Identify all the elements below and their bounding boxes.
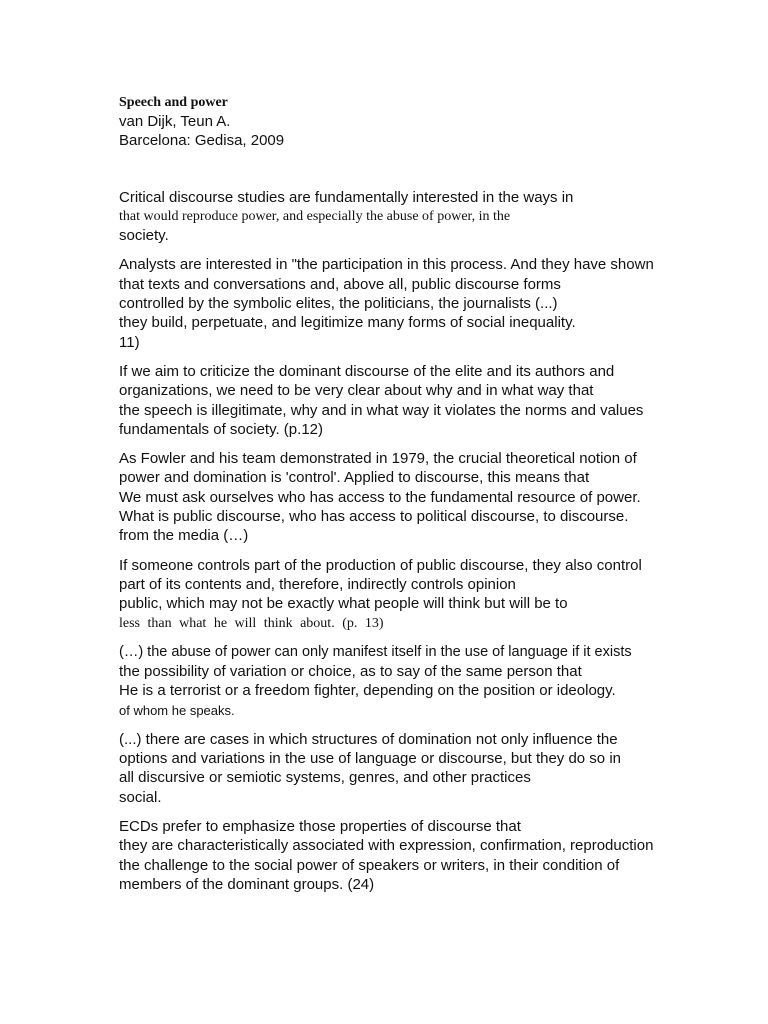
paragraph-line: all discursive or semiotic systems, genres, and other practices <box>119 769 531 787</box>
paragraph-line: (...) there are cases in which structures of domination not only influence the <box>119 730 618 748</box>
paragraph-line: What is public discourse, who has access to political discourse, to discourse. <box>119 508 629 526</box>
paragraph-line: He is a terrorist or a freedom fighter, depending on the position or ideology. <box>119 682 616 700</box>
paragraph-line: part of its contents and, therefore, indirectly controls opinion <box>119 575 516 593</box>
paragraph-line: (…) the abuse of power can only manifest itself in the use of language if it exists <box>119 643 632 660</box>
paragraph-line: they are characteristically associated with expression, confirmation, reproduction <box>119 837 654 855</box>
paragraph <box>119 643 664 720</box>
paragraph-line: the possibility of variation or choice, as to say of the same person that <box>119 663 582 681</box>
paragraph-line: controlled by the symbolic elites, the politicians, the journalists (...) <box>119 295 558 313</box>
paragraph-line: Critical discourse studies are fundamentally interested in the ways in <box>119 188 574 206</box>
paragraph-line: fundamentals of society. (p.12) <box>119 420 323 438</box>
paragraph-line: 11) <box>119 333 140 351</box>
paragraph <box>119 730 664 807</box>
book-title: Speech and power <box>119 95 228 110</box>
paragraph-line: public, which may not be exactly what people will think but will be to <box>119 595 568 613</box>
paragraph <box>119 817 664 894</box>
paragraph <box>119 255 664 351</box>
paragraph-line: the challenge to the social power of speakers or writers, in their condition of <box>119 856 620 874</box>
document-page <box>119 93 664 904</box>
book-publication: Barcelona: Gedisa, 2009 <box>119 132 285 150</box>
paragraph <box>119 556 664 633</box>
paragraph-line: the speech is illegitimate, why and in what way it violates the norms and values <box>119 401 644 419</box>
paragraph-line: members of the dominant groups. (24) <box>119 875 375 893</box>
paragraph-line: of whom he speaks. <box>119 702 235 718</box>
paragraph-line: social. <box>119 788 162 806</box>
paragraph-line: As Fowler and his team demonstrated in 1979, the crucial theoretical notion of <box>119 450 637 468</box>
paragraph-line: We must ask ourselves who has access to the fundamental resource of power. <box>119 488 641 506</box>
paragraph-line: organizations, we need to be very clear about why and in what way that <box>119 382 594 400</box>
book-author: van Dijk, Teun A. <box>119 113 231 130</box>
paragraph-line: from the media (…) <box>119 527 249 545</box>
paragraph <box>119 449 664 545</box>
paragraph-line: options and variations in the use of language or discourse, but they do so in <box>119 750 621 768</box>
paragraph-line: they build, perpetuate, and legitimize many forms of social inequality. <box>119 314 576 332</box>
paragraph <box>119 362 664 439</box>
paragraph-line: that would reproduce power, and especially the abuse of power, in the <box>119 208 511 224</box>
paragraph <box>119 188 664 246</box>
quotation-body <box>119 188 664 895</box>
paragraph-line: power and domination is 'control'. Applied to discourse, this means that <box>119 469 590 487</box>
paragraph-line: less than what he will think about. (p. 13) <box>119 615 384 631</box>
paragraph-line: If we aim to criticize the dominant discourse of the elite and its authors and <box>119 362 615 380</box>
paragraph-line: ECDs prefer to emphasize those properties of discourse that <box>119 817 521 835</box>
paragraph-line: society. <box>119 227 169 245</box>
citation-header <box>119 93 664 151</box>
paragraph-line: Analysts are interested in "the participation in this process. And they have shown <box>119 256 654 274</box>
paragraph-line: If someone controls part of the production of public discourse, they also control <box>119 556 642 574</box>
paragraph-line: that texts and conversations and, above all, public discourse forms <box>119 275 561 293</box>
